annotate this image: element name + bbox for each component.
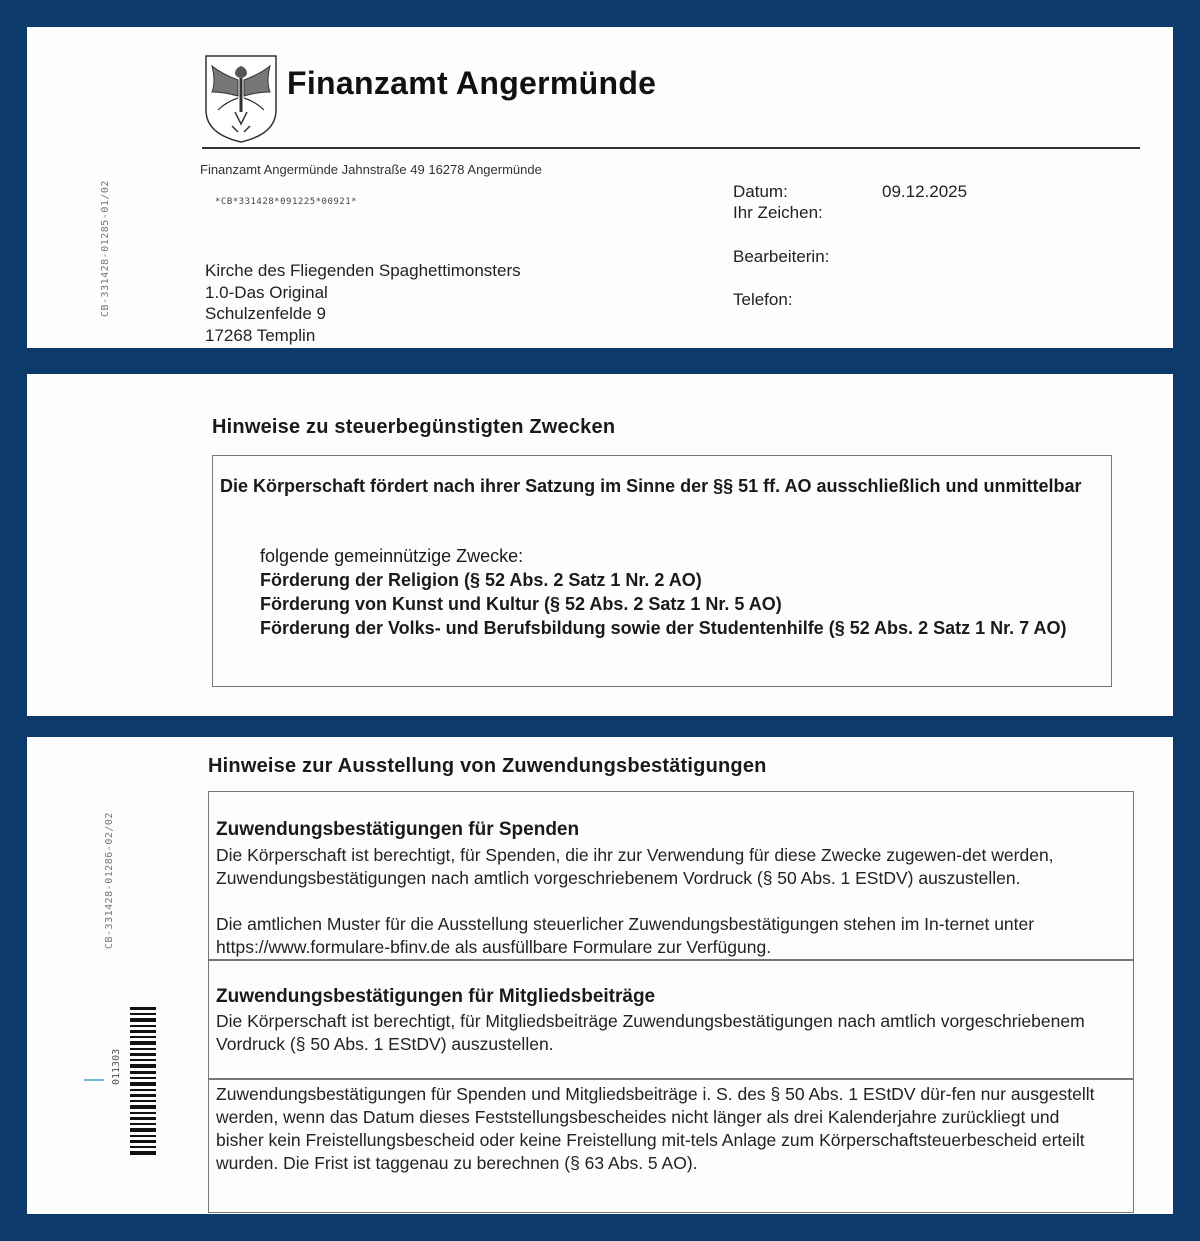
sender-address-line: Finanzamt Angermünde Jahnstraße 49 16278 Angermünde [200,162,542,177]
header-divider [202,147,1140,149]
letterhead-panel [27,27,1173,348]
side-reference-1: CB-331428-01285-01/02 [100,180,111,317]
recipient-line-1: Kirche des Fliegenden Spaghettimonsters [205,261,521,280]
validity-text: Zuwendungsbestätigungen für Spenden und Mitgliedsbeiträge i. S. des § 50 Abs. 1 EStDV dür-fen nur ausgestellt werden, wenn das Datum dieses Feststellungsbescheides nicht länger als drei Kalenderjahre zurückliegt und bisher kein Freistellungsbescheid oder keine Freistellung mit-tels Anlage zum Körperschaftsteuerbescheid erteilt wurden. Die Frist ist taggenau zu berechnen (§ 63 Abs. 5 AO). [216,1084,1095,1173]
purposes-panel [27,374,1173,716]
receipts-heading: Hinweise zur Ausstellung von Zuwendungsbestätigungen [208,755,767,777]
purposes-heading: Hinweise zu steuerbegünstigten Zwecken [212,416,616,438]
purposes-list-intro: folgende gemeinnützige Zwecke: [260,546,524,566]
scan-mark [84,1079,104,1081]
recipient-line-4: 17268 Templin [205,325,316,345]
donations-forms-text: Die amtlichen Muster für die Ausstellung steuerlicher Zuwendungsbestätigungen stehen im In-ternet unter https://www.formulare-bfinv.de als ausfüllbare Formulare zur Verfügung. [216,914,1035,957]
purpose-item: Förderung von Kunst und Kultur (§ 52 Abs. 2 Satz 1 Nr. 5 AO) [260,594,782,614]
donations-text: Die Körperschaft ist berechtigt, für Spenden, die ihr zur Verwendung für diese Zwecke zugewen-det werden, Zuwendungsbestätigungen nach amtlich vorgeschriebenem Vordruck (§ 50 Abs. 1 EStDV) auszustellen. [216,845,1054,888]
donations-title: Zuwendungsbestätigungen für Spenden [216,819,580,840]
phone-label: Telefon: [733,290,793,309]
recipient-line-2: 1.0-Das Original [205,282,328,302]
date-label: Datum: [733,182,788,201]
recipient-line-3: Schulzenfelde 9 [205,304,326,323]
side-number: 011303 [111,1048,122,1085]
side-reference-2: CB-331428-01286-02/02 [104,812,115,949]
document-barcode-text: *CB*331428*091225*00921* [215,197,358,207]
purpose-item: Förderung der Religion (§ 52 Abs. 2 Satz 1 Nr. 2 AO) [260,570,702,590]
membership-text: Die Körperschaft ist berechtigt, für Mitgliedsbeiträge Zuwendungsbestätigungen nach amtlich vorgeschriebenem Vordruck (§ 50 Abs. 1 EStDV) auszustellen. [216,1011,1085,1054]
eagle-crest-icon [202,52,280,144]
receipts-divider-1 [208,959,1134,961]
receipts-divider-2 [208,1078,1134,1080]
membership-title: Zuwendungsbestätigungen für Mitgliedsbeiträge [216,986,656,1007]
authority-name: Finanzamt Angermünde [287,65,657,101]
purpose-item: Förderung der Volks- und Berufsbildung sowie der Studentenhilfe (§ 52 Abs. 2 Satz 1 Nr. 7 AO) [260,618,1067,638]
recipient-address [205,260,521,346]
date-value: 09.12.2025 [882,182,968,201]
receipts-panel [27,737,1173,1214]
clerk-label: Bearbeiterin: [733,247,830,266]
purposes-intro: Die Körperschaft fördert nach ihrer Satzung im Sinne der §§ 51 ff. AO ausschließlich und unmittelbar [220,476,1082,496]
reference-label: Ihr Zeichen: [733,203,823,222]
purposes-list [260,544,1110,640]
side-barcode-icon [130,1007,156,1155]
